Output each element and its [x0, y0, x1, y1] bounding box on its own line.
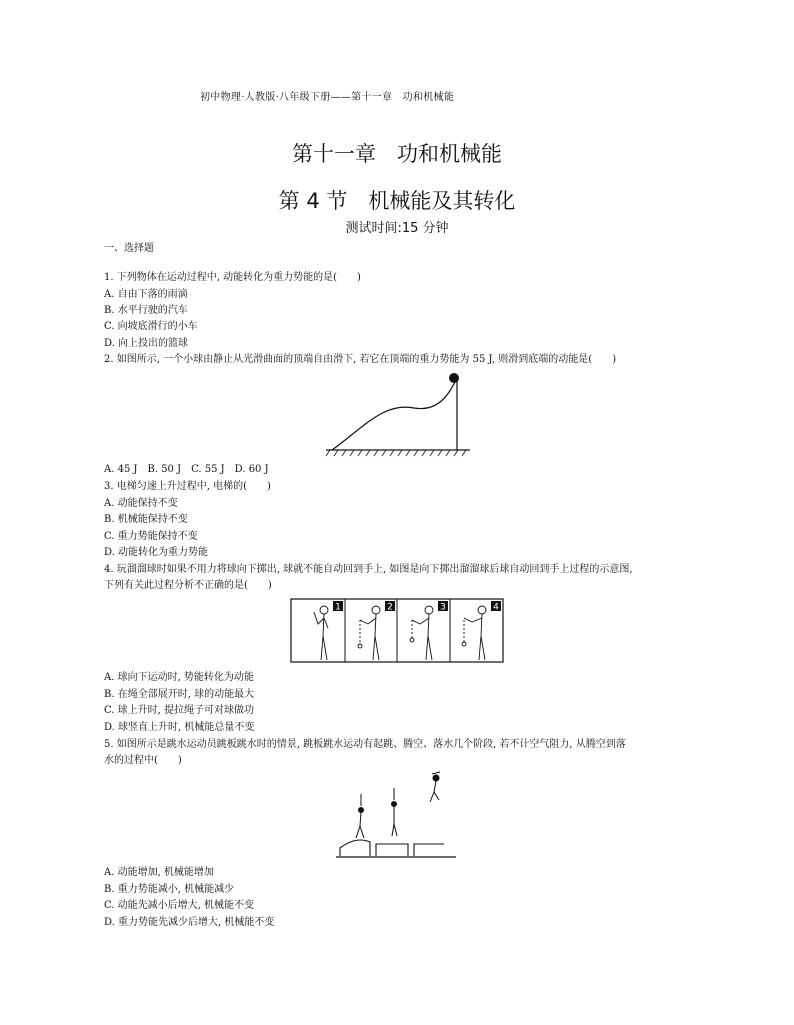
- question-5-stem-line-2: 水的过程中( ): [104, 755, 182, 766]
- question-5-option-c: C. 动能先减小后增大, 机械能不变: [104, 900, 255, 911]
- running-header: 初中物理·人教版·八年级下册——第十一章 功和机械能: [200, 92, 455, 103]
- test-time: 测试时间:15 分钟: [345, 221, 449, 236]
- question-3-option-d: D. 动能转化为重力势能: [104, 547, 209, 558]
- ball-icon: [449, 373, 459, 383]
- panel-number-2: 2: [387, 602, 393, 613]
- question-4-option-d: D. 球竖直上升时, 机械能总量不变: [104, 722, 255, 733]
- question-4-option-a: A. 球向下运动时, 势能转化为动能: [104, 672, 254, 683]
- question-3-stem: 3. 电梯匀速上升过程中, 电梯的( ): [104, 481, 271, 492]
- question-4-stem-line-1: 4. 玩溜溜球时如果不用力将球向下掷出, 球就不能自动回到手上, 如图是向下掷出溜溜球后球自动回到手上过程的示意图,: [104, 564, 633, 575]
- question-5-option-b: B. 重力势能减小, 机械能减少: [104, 884, 235, 895]
- question-4-option-c: C. 球上升时, 提拉绳子可对球做功: [104, 705, 255, 716]
- question-5-option-a: A. 动能增加, 机械能增加: [104, 867, 214, 878]
- diver-figure-2: [392, 788, 398, 836]
- section-title: 第 4 节 机械能及其转化: [278, 189, 516, 213]
- question-3-option-b: B. 机械能保持不变: [104, 514, 188, 525]
- diving-board-figure: [336, 768, 458, 860]
- part-heading: 一、选择题: [104, 243, 154, 254]
- person-figure-2: [358, 606, 380, 660]
- question-1-option-c: C. 向坡底滑行的小车: [104, 321, 198, 332]
- diver-figure-1: [356, 794, 364, 838]
- yoyo-sequence-figure: [290, 598, 504, 664]
- person-figure-3: [410, 606, 433, 660]
- question-4-stem-line-2: 下列有关此过程分析不正确的是( ): [104, 580, 272, 591]
- question-1-option-b: B. 水平行驶的汽车: [104, 305, 188, 316]
- question-5-stem-line-1: 5. 如图所示是跳水运动员跳板跳水时的情景, 跳板跳水运动有起跳、腾空、落水几个阶段, 若不计空气阻力, 从腾空到落: [104, 739, 626, 750]
- question-3-option-a: A. 动能保持不变: [104, 498, 178, 509]
- question-1-stem: 1. 下列物体在运动过程中, 动能转化为重力势能的是( ): [104, 272, 361, 283]
- curved-slope-figure: [324, 372, 474, 458]
- question-5-option-d: D. 重力势能先减少后增大, 机械能不变: [104, 917, 275, 928]
- panel-number-3: 3: [440, 602, 446, 613]
- question-1-option-d: D. 向上投出的篮球: [104, 338, 189, 349]
- diver-figure-3: [430, 772, 440, 802]
- person-figure-1: [314, 606, 328, 660]
- person-figure-4: [462, 606, 486, 660]
- panel-number-1: 1: [335, 602, 341, 613]
- panel-number-4: 4: [493, 602, 499, 613]
- question-2-stem: 2. 如图所示, 一个小球由静止从光滑曲面的顶端自由滑下, 若它在顶端的重力势能为 55 J, 则滑到底端的动能是( ): [104, 354, 617, 365]
- question-3-option-c: C. 重力势能保持不变: [104, 531, 198, 542]
- question-2-options: A. 45 J B. 50 J C. 55 J D. 60 J: [104, 464, 269, 475]
- chapter-title: 第十一章 功和机械能: [292, 142, 502, 166]
- question-4-option-b: B. 在绳全部展开时, 球的动能最大: [104, 689, 255, 700]
- question-1-option-a: A. 自由下落的雨滴: [104, 289, 188, 300]
